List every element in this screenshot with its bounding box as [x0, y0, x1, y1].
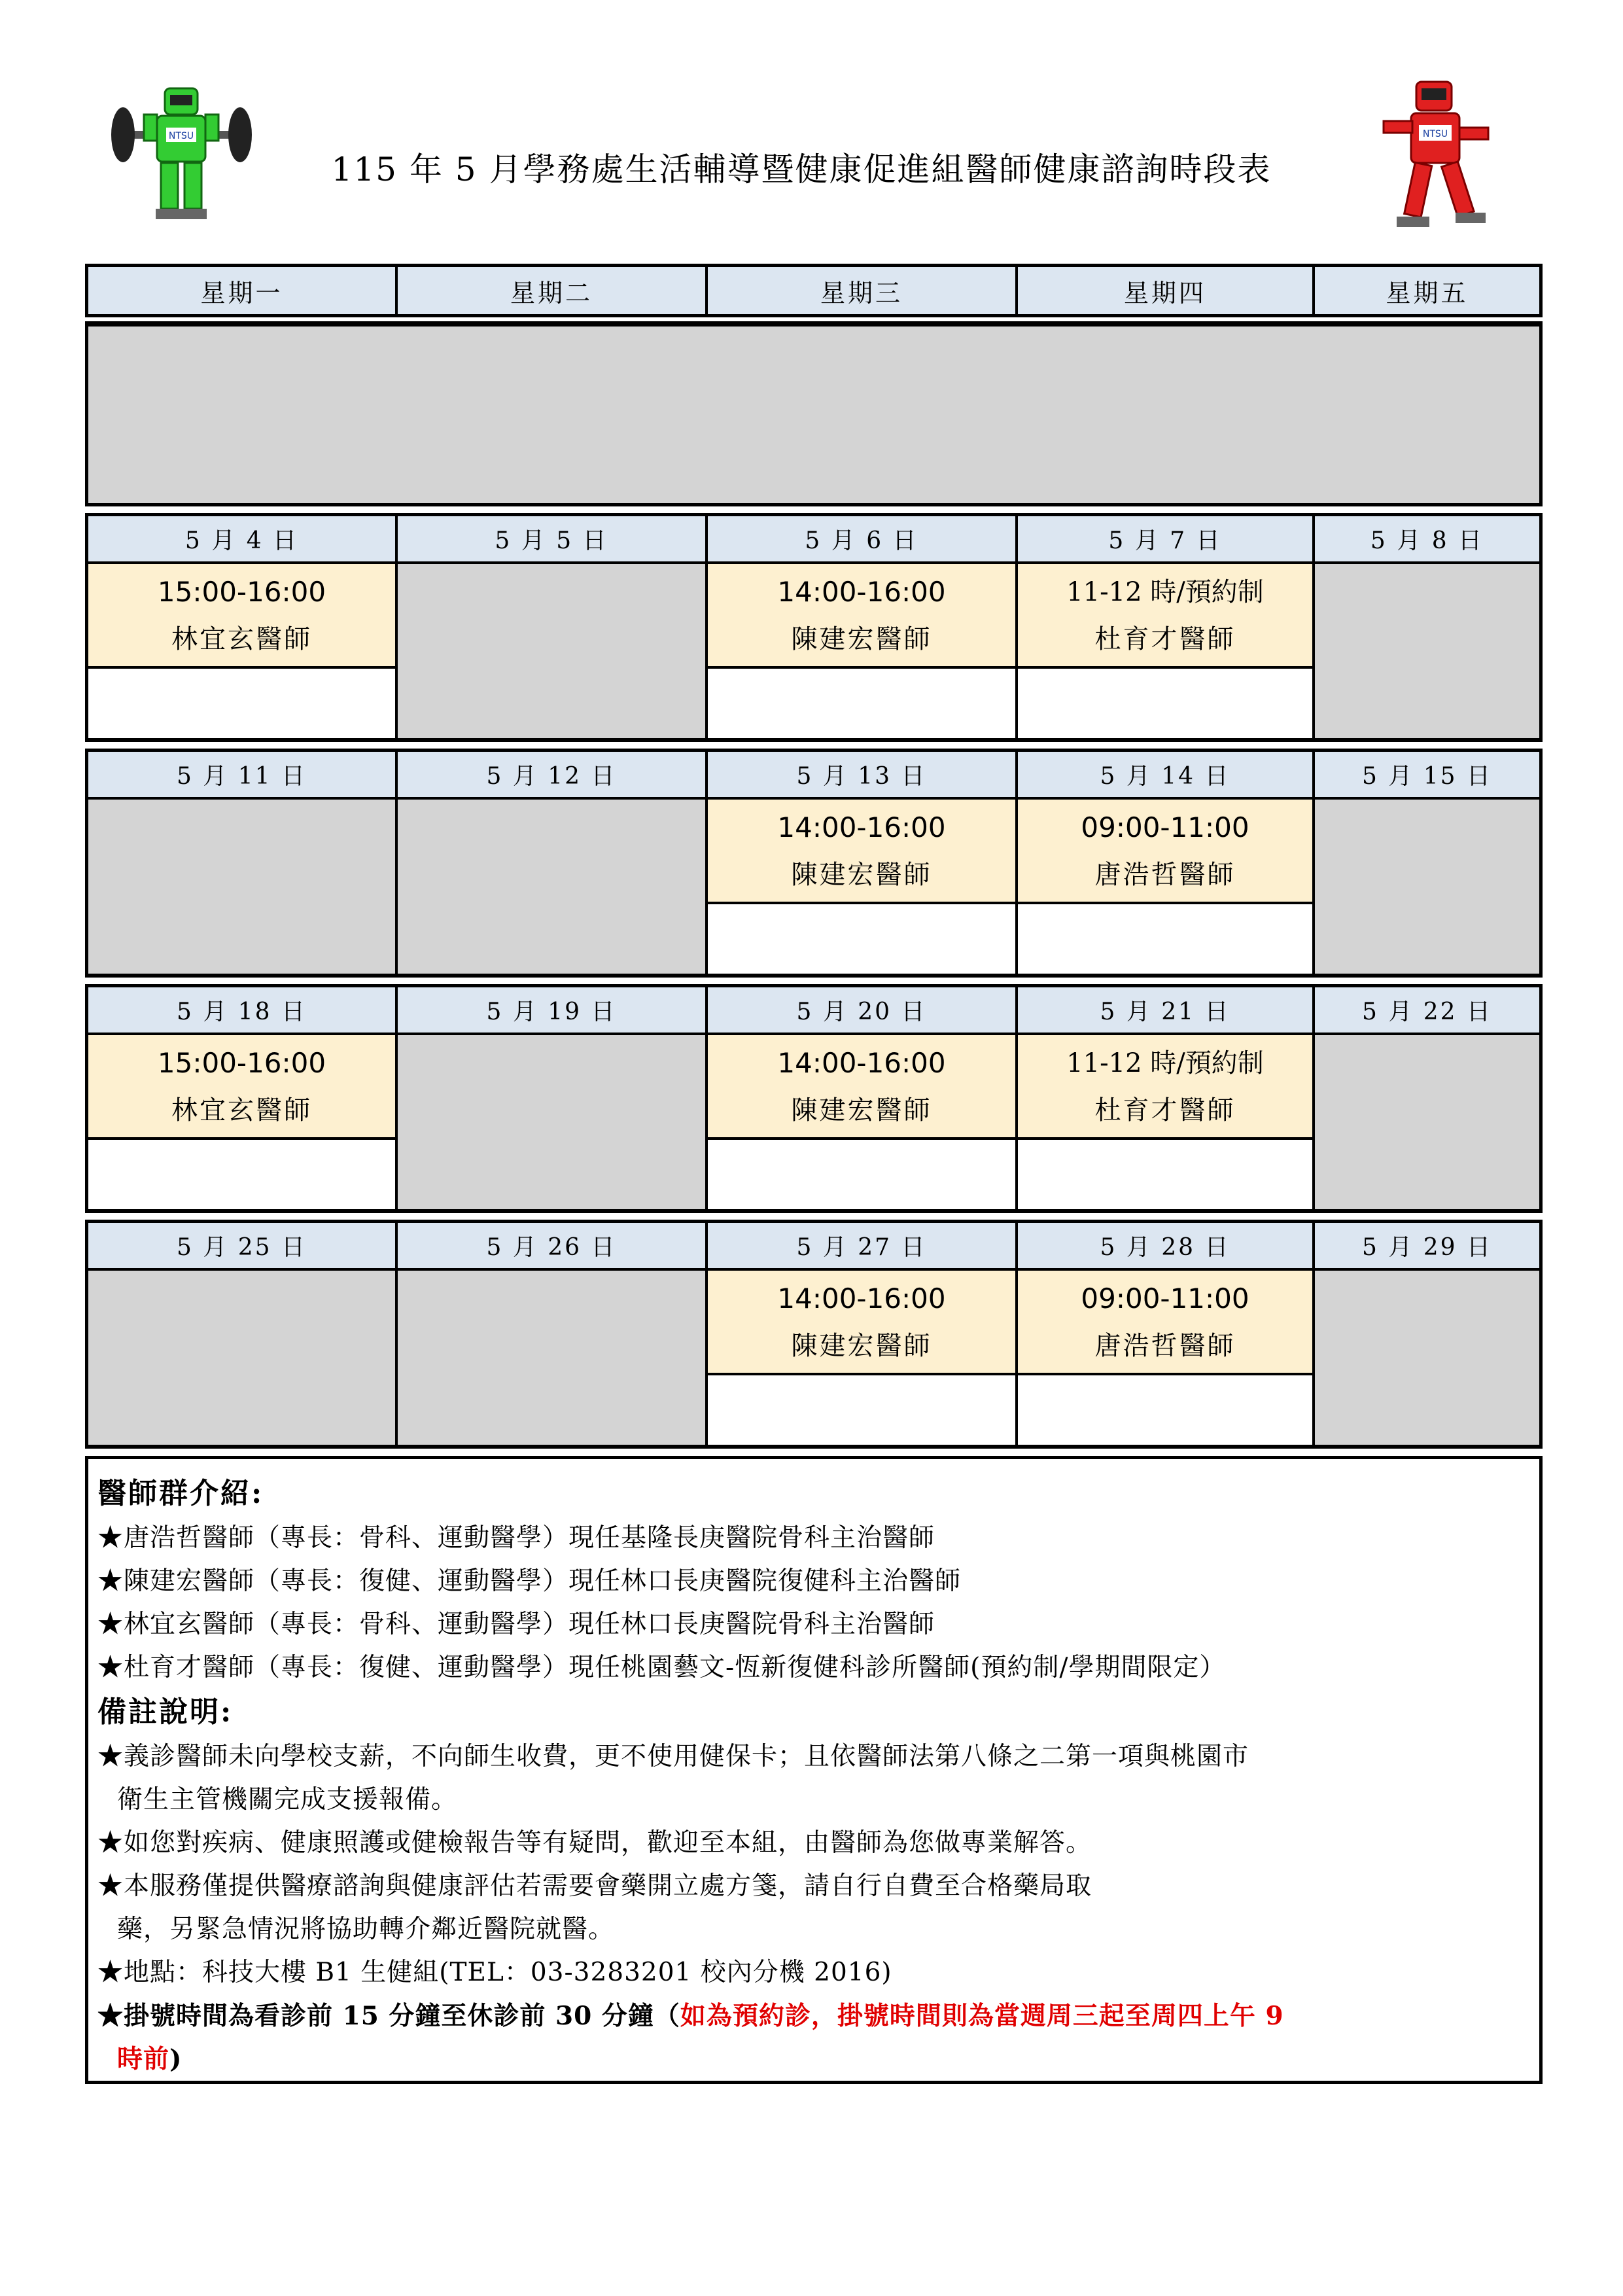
remark-line: ★如您對疾病、健康照護或健檢報告等有疑問，歡迎至本組，由醫師為您做專業解答。: [97, 1828, 1092, 1858]
no-consult-slot: [1315, 1035, 1539, 1209]
page-title: 115 年 5 月學務處生活輔導暨健康促進組醫師健康諮詢時段表: [331, 150, 1272, 188]
week-block: [85, 984, 1543, 1213]
running-robot-icon: [1364, 69, 1501, 242]
slot-doctor: 林宜玄醫師: [171, 1095, 312, 1125]
date-cell: 5 月 5 日: [398, 516, 708, 561]
weekday-header: 星期二: [398, 267, 708, 314]
date-cell: 5 月 21 日: [1018, 987, 1315, 1033]
empty-week-band: [85, 321, 1543, 506]
date-cell: 5 月 18 日: [88, 987, 398, 1033]
slot-blank: [88, 669, 395, 738]
consult-slot: [1018, 1271, 1315, 1445]
consult-slot: [1018, 564, 1315, 738]
slot-row: [85, 1035, 1543, 1213]
date-cell: 5 月 27 日: [708, 1223, 1018, 1268]
doctor-intro-line: ★唐浩哲醫師（專長：骨科、運動醫學）現任基隆長庚醫院骨科主治醫師: [97, 1523, 935, 1553]
no-consult-slot: [398, 1271, 708, 1445]
slot-doctor: 唐浩哲醫師: [1094, 860, 1236, 890]
weekday-header: 星期四: [1018, 267, 1315, 314]
robot-right-badge: NTSU: [1422, 129, 1448, 139]
slot-time: 14:00-16:00: [777, 576, 946, 608]
slot-time: 11-12 時/預約制: [1066, 577, 1264, 607]
week-block: [85, 749, 1543, 978]
slot-doctor: 陳建宏醫師: [791, 860, 932, 890]
no-consult-slot: [398, 800, 708, 974]
consult-slot: [708, 564, 1018, 738]
date-cell: 5 月 6 日: [708, 516, 1018, 561]
slot-row: [85, 800, 1543, 978]
week-block: [85, 1220, 1543, 1449]
weekday-header: 星期五: [1386, 278, 1469, 308]
remark-text: ★掛號時間為看診前 15 分鐘至休診前 30 分鐘（: [97, 2001, 680, 2031]
date-cell: 5 月 25 日: [88, 1223, 398, 1268]
slot-time: 11-12 時/預約制: [1066, 1048, 1264, 1078]
slot-time: 15:00-16:00: [157, 1047, 326, 1079]
slot-blank: [708, 904, 1015, 974]
doctor-intro-line: ★杜育才醫師（專長：復健、運動醫學）現任桃園藝文-恆新復健科診所醫師(預約制/學期間限定）: [97, 1653, 1226, 1682]
robot-left-badge: NTSU: [168, 131, 194, 141]
date-row: [85, 1220, 1543, 1271]
weekday-header: 星期一: [88, 267, 398, 314]
slot-blank: [1018, 1140, 1312, 1209]
slot-blank: [1018, 1375, 1312, 1445]
remark-line: ★地點：科技大樓 B1 生健組(TEL：03-3283201 校內分機 2016): [97, 1958, 892, 1987]
no-consult-slot: [398, 564, 708, 738]
date-cell: 5 月 4 日: [88, 516, 398, 561]
slot-time: 09:00-11:00: [1081, 1282, 1249, 1315]
consult-slot: [708, 800, 1018, 974]
slot-doctor: 林宜玄醫師: [171, 624, 312, 654]
weightlifter-robot-icon: [105, 75, 258, 229]
remark-line: ★義診醫師未向學校支薪，不向師生收費，更不使用健保卡；且依醫師法第八條之二第一項與桃園市: [97, 1742, 1249, 1771]
date-cell: 5 月 14 日: [1018, 752, 1315, 797]
date-cell: 5 月 11 日: [88, 752, 398, 797]
remarks-heading: 備註說明:: [97, 1695, 234, 1729]
remark-line: 藥，另緊急情況將協助轉介鄰近醫院就醫。: [117, 1915, 615, 1944]
remark-line: [97, 2038, 1530, 2081]
slot-blank: [708, 669, 1015, 738]
slot-blank: [1018, 904, 1312, 974]
date-cell: 5 月 7 日: [1018, 516, 1315, 561]
date-row: [85, 513, 1543, 564]
date-row: [85, 749, 1543, 800]
consult-slot: [708, 1271, 1018, 1445]
date-cell: 5 月 8 日: [1370, 527, 1484, 554]
doctors-heading: 醫師群介紹:: [97, 1477, 264, 1510]
no-consult-slot: [398, 1035, 708, 1209]
slot-blank: [1018, 669, 1312, 738]
weeks-container: [85, 513, 1543, 1449]
slot-time: 09:00-11:00: [1081, 811, 1249, 843]
doctor-intro-line: ★陳建宏醫師（專長：復健、運動醫學）現任林口長庚醫院復健科主治醫師: [97, 1566, 962, 1596]
remark-line: 衛生主管機關完成支援報備。: [117, 1785, 458, 1814]
no-consult-slot: [88, 1271, 398, 1445]
date-cell: 5 月 12 日: [398, 752, 708, 797]
consult-slot: [88, 1035, 398, 1209]
schedule-table: [85, 264, 1543, 1449]
slot-time: 15:00-16:00: [157, 576, 326, 608]
remark-line: ★本服務僅提供醫療諮詢與健康評估若需要會藥開立處方箋，請自行自費至合格藥局取: [97, 1871, 1092, 1901]
slot-time: 14:00-16:00: [777, 811, 946, 843]
slot-doctor: 陳建宏醫師: [791, 1331, 932, 1361]
slot-blank: [88, 1140, 395, 1209]
date-cell: 5 月 29 日: [1361, 1234, 1493, 1261]
week-block: [85, 513, 1543, 742]
slot-row: [85, 1271, 1543, 1449]
remark-text: ): [169, 2044, 183, 2074]
slot-doctor: 陳建宏醫師: [791, 624, 932, 654]
slot-time: 14:00-16:00: [777, 1047, 946, 1079]
date-cell: 5 月 13 日: [708, 752, 1018, 797]
slot-blank: [708, 1375, 1015, 1445]
date-cell: 5 月 26 日: [398, 1223, 708, 1268]
date-cell: 5 月 28 日: [1018, 1223, 1315, 1268]
consult-slot: [88, 564, 398, 738]
date-cell: 5 月 20 日: [708, 987, 1018, 1033]
weekday-header-row: [85, 264, 1543, 317]
remark-highlight: 如為預約診，掛號時間則為當週周三起至周四上午 9: [680, 2001, 1284, 2031]
slot-doctor: 陳建宏醫師: [791, 1095, 932, 1125]
date-cell: 5 月 19 日: [398, 987, 708, 1033]
weekday-header: 星期三: [708, 267, 1018, 314]
no-consult-slot: [1315, 564, 1539, 738]
slot-time: 14:00-16:00: [777, 1282, 946, 1315]
slot-doctor: 唐浩哲醫師: [1094, 1331, 1236, 1361]
remark-highlight: 時前: [117, 2044, 170, 2074]
date-cell: 5 月 15 日: [1361, 763, 1493, 790]
consult-slot: [1018, 1035, 1315, 1209]
notes-section: [85, 1456, 1543, 2084]
slot-doctor: 杜育才醫師: [1094, 1095, 1236, 1125]
consult-slot: [708, 1035, 1018, 1209]
no-consult-slot: [1315, 1271, 1539, 1445]
slot-blank: [708, 1140, 1015, 1209]
date-row: [85, 984, 1543, 1035]
doctor-intro-line: ★林宜玄醫師（專長：骨科、運動醫學）現任林口長庚醫院骨科主治醫師: [97, 1610, 935, 1639]
slot-doctor: 杜育才醫師: [1094, 624, 1236, 654]
no-consult-slot: [88, 800, 398, 974]
no-consult-slot: [1315, 800, 1539, 974]
slot-row: [85, 564, 1543, 742]
consult-slot: [1018, 800, 1315, 974]
date-cell: 5 月 22 日: [1361, 998, 1493, 1025]
remark-line: [97, 1994, 1530, 2038]
